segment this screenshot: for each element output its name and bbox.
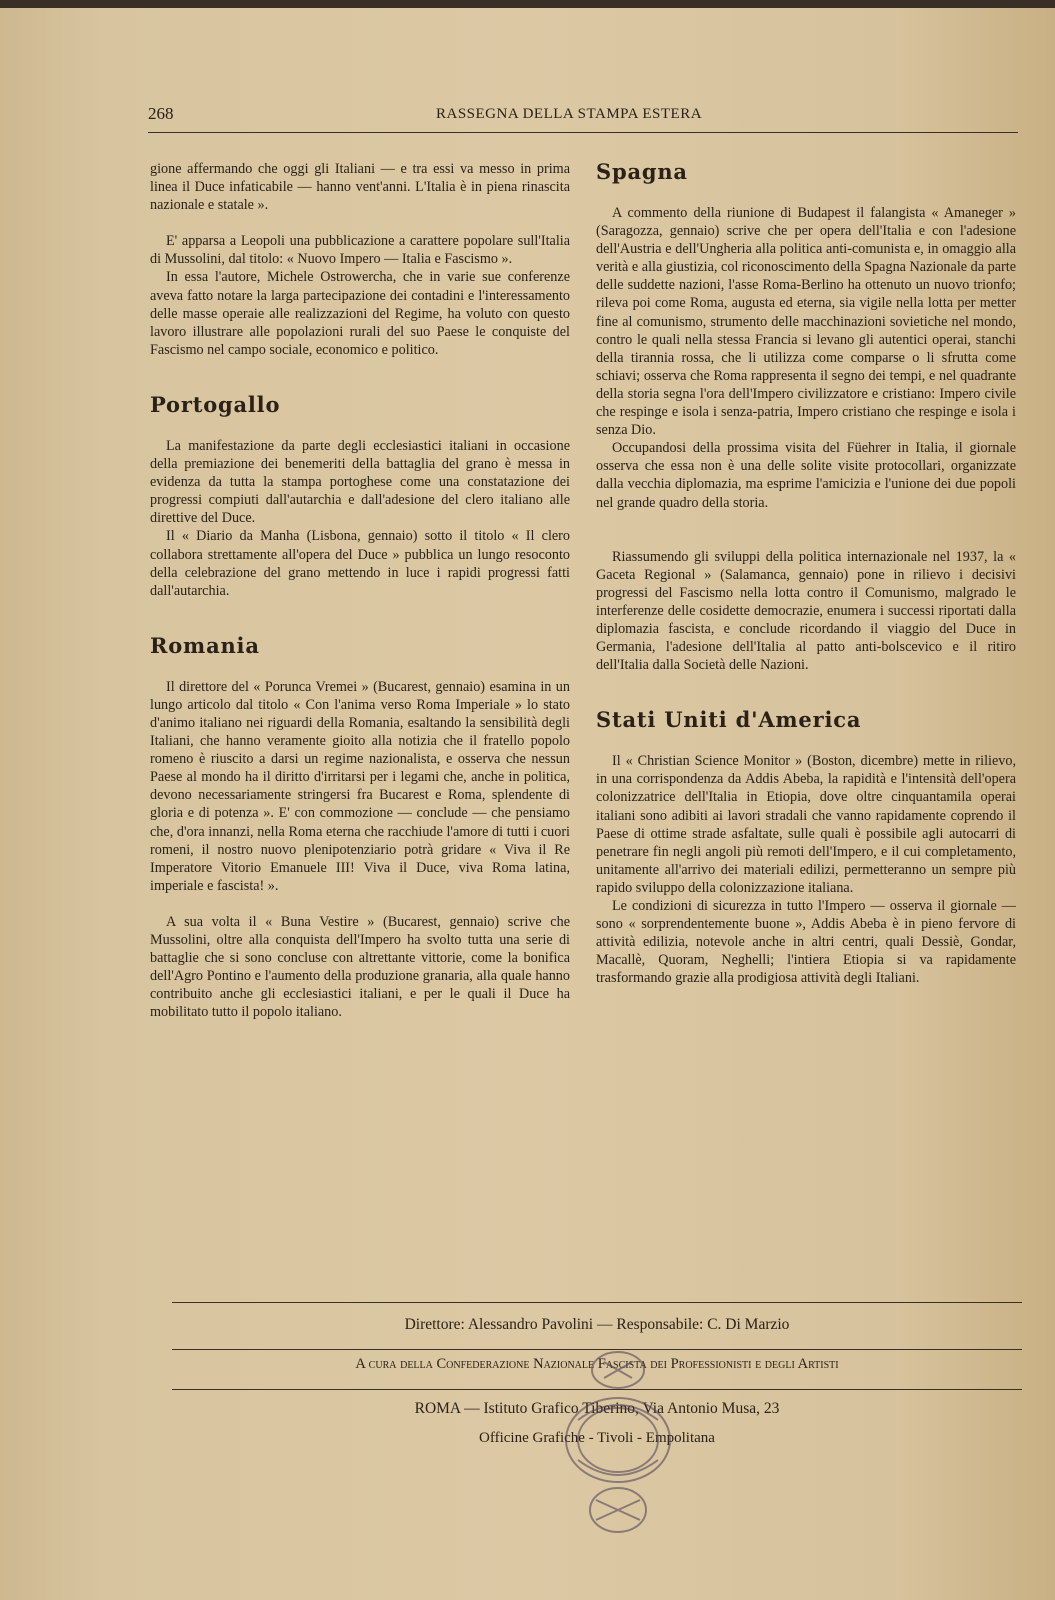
footer-rule [172, 1302, 1022, 1303]
colophon-workshop-line: Officine Grafiche - Tivoli - Empolitana [479, 1430, 715, 1446]
colophon-printer-line: ROMA — Istituto Grafico Tiberino, Via Antonio Musa, 23 [414, 1400, 780, 1417]
scan-edge [0, 0, 1055, 8]
running-title: RASSEGNA DELLA STAMPA ESTERA [436, 106, 703, 122]
paragraph: gione affermando che oggi gli Italiani — e tra essi va messo in prima linea il Duce infaticabile — hanno vent'anni. L'Italia è in piena rinascita nazionale e statale ». [150, 161, 570, 214]
page-number: 268 [148, 104, 174, 123]
paragraph: Il « Diario da Manha (Lisbona, gennaio) sotto il titolo « Il clero collabora strettamente all'opera del Duce » pubblica un lungo resoconto della celebrazione del grano mettendo in luce i rapidi progressi fatti dall'autarchia. [150, 528, 570, 599]
section-heading-stati-uniti: Stati Uniti d'America [596, 707, 862, 733]
library-stamp-icon [548, 1330, 688, 1540]
paragraph: La manifestazione da parte degli ecclesiastici italiani in occasione della premiazione dei benemeriti della battaglia del grano è messa in evidenza da tutta la stampa portoghese come una constatazione dei progressi compiuti dall'autarchia e dall'adesione del clero italiano alle direttive del Duce. [150, 437, 570, 527]
section-heading-spagna: Spagna [596, 159, 688, 184]
paragraph: E' apparsa a Leopoli una pubblicazione a carattere popolare sull'Italia di Mussolini, dal titolo: « Nuovo Impero — Italia e Fascismo ». [150, 233, 570, 268]
paragraph: Il direttore del « Porunca Vremei » (Bucarest, gennaio) esamina in un lungo articolo dal titolo « Con l'anima verso Roma Imperiale » lo stato d'animo italiano nei riguardi della Romania, esaltando la sensibilità degli Italiani, che hanno veramente gioito alla notizia che il fratello popolo romeno è riuscito a darsi un regime nazionalista, e osserva che nessun Paese al mondo ha il diritto d'irritarsi per i legami che, anche in politica, devono necessariamente stringersi fra Bucarest e Roma, splendente di gloria e di potenza ». E' con commozione — conclude — che pensiamo che, d'ora innanzi, nella Roma eterna che racchiude l'amore di tutti i cuori romeni, il nostro nuovo plenipotenziario potrà gridare « Viva il Re Imperatore Vitorio Emanuele III! Viva il Duce, viva Roma latina, imperiale e fascista! ». [150, 678, 570, 894]
paragraph: A sua volta il « Buna Vestire » (Bucarest, gennaio) scrive che Mussolini, oltre alla conquista dell'Impero ha svolto tutta una serie di battaglie che si sono concluse con altrettante vittorie, come la bonifica dell'Agro Pontino e l'aumento della produzione granaria, alla quale hanno contribuito anche gli ecclesiastici italiani, e per le quali il Duce ha mobilitato tutto il popolo italiano. [150, 913, 570, 1021]
section-heading-portogallo: Portogallo [150, 391, 281, 417]
paragraph: Le condizioni di sicurezza in tutto l'Impero — osserva il giornale — sono « sorprendentemente buone », Addis Abeba è in pieno fervore di attività edilizia, notevole anche in altri centri, quali Dessiè, Gondar, Macallè, Quoram, Neghelli; l'intiera Etiopia si va rapidamente trasformando grazie alla prodigiosa attività degli Italiani. [596, 898, 1016, 987]
paragraph: A commento della riunione di Budapest il falangista « Amaneger » (Saragozza, gennaio) scrive che per opera dell'Italia e con l'adesione dell'Austria e dell'Ungheria alla politica anti-comunista e, in omaggio alla verità e alla giustizia, col riconoscimento della Spagna Nazionale da parte delle suddette nazioni, l'asse Roma-Berlino ha ottenuto un nuovo trionfo; rileva poi come Roma, augusta ed eterna, sia vigile nella lotta per metter fine al comunismo, strumento delle macchinazioni sovietiche nel mondo, contro le quali nella stessa Francia si levano gli autentici operai, stanchi della tirannia rossa, che li utilizza come comparse o li sfrutta come schiavi; osserva che Roma rappresenta il segno dei tempi, e nel quadrante della storia segna l'ora dell'Impero civilizzatore e cristiano: Impero civile che respinge e isola i senza-patria, Impero cristiano che respinge e isola i senza Dio. [596, 205, 1016, 439]
right-column [596, 160, 1016, 987]
paragraph: Il « Christian Science Monitor » (Boston, dicembre) mette in rilievo, in una corrispondenza da Addis Abeba, la rapidità e l'intensità dell'opera colonizzatrice dell'Italia in Etiopia, dove oltre cinquantamila operai italiani sono adibiti ai lavori stradali che vanno rapidamente coprendo il Paese di ottime strade asfaltate, sulle quali è possibile agli autocarri di penetrare fin negli angoli più remoti dell'Impero, e il cui completamento, unitamente all'arrivo dei materiali edilizi, permetteranno un sempre più rapido sviluppo della colonizzazione italiana. [596, 753, 1016, 896]
colophon-director-line: Direttore: Alessandro Pavolini — Responsabile: C. Di Marzio [404, 1316, 790, 1333]
section-heading-romania: Romania [150, 632, 260, 658]
left-column [150, 160, 570, 1021]
colophon-publisher-line: A cura della Confederazione Nazionale Fascista dei Professionisti e degli Artisti [355, 1356, 839, 1372]
paragraph: In essa l'autore, Michele Ostrowercha, che in varie sue conferenze aveva fatto notare la larga partecipazione dei contadini e l'interessamento delle masse operaie alle realizzazioni del Regime, ha voluto con questo lavoro illustrare alle popolazioni rurali del suo Paese le conquiste del Fascismo nel campo sociale, economico e politico. [150, 269, 570, 358]
page-header [148, 104, 1018, 130]
paragraph: Riassumendo gli sviluppi della politica internazionale nel 1937, la « Gaceta Regional » (Salamanca, gennaio) pone in rilievo i decisivi progressi del Fascismo nella lotta contro il Comunismo, malgrado le interferenze delle cosidette democrazie, enumera i successi riportati dalla diplomazia fascista, e conclude ricordando il viaggio del Duce in Germania, l'adesione dell'Italia al patto anti-bolscevico e il ritiro dell'Italia dalla Società delle Nazioni. [596, 548, 1016, 674]
paragraph: Occupandosi della prossima visita del Füehrer in Italia, il giornale osserva che essa non è una delle solite visite protocollari, organizzate dalla vecchia diplomazia, ma esprime l'amicizia e l'unione dei due popoli nel grande quadro della storia. [596, 440, 1016, 511]
header-rule [148, 132, 1018, 133]
